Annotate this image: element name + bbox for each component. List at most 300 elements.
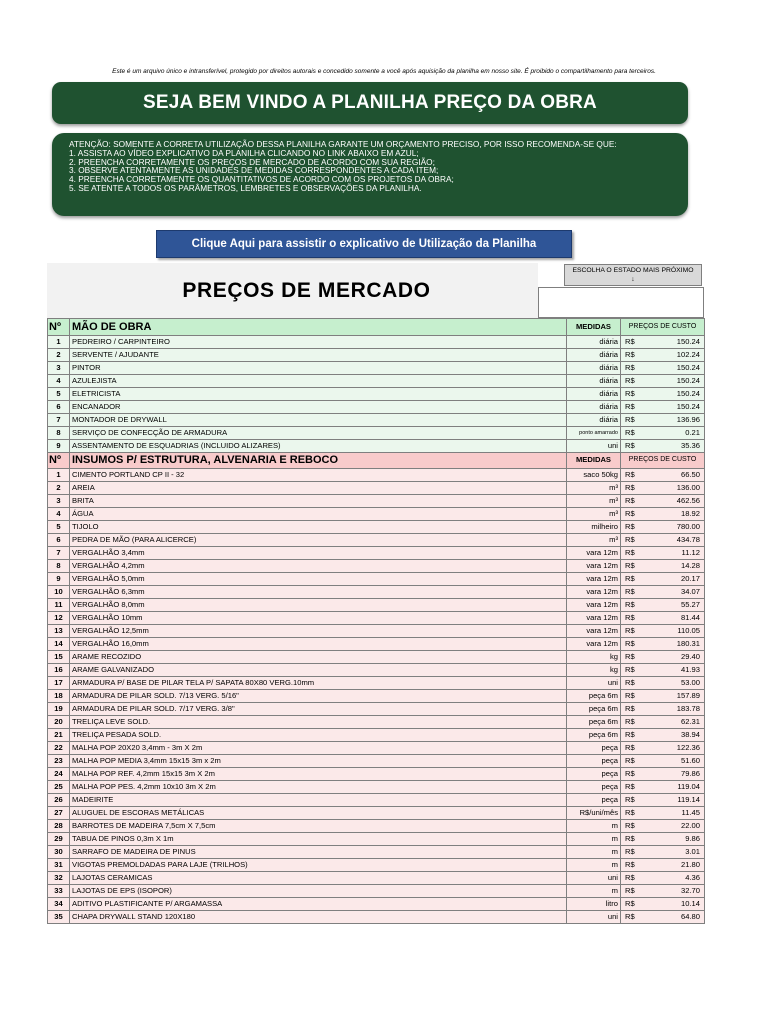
item-description: VERGALHÃO 10mm <box>70 612 567 625</box>
item-price-cell[interactable] <box>621 833 705 846</box>
item-description: TRELIÇA PESADA SOLD. <box>70 729 567 742</box>
item-price-cell[interactable] <box>621 482 705 495</box>
tutorial-video-link-button[interactable]: Clique Aqui para assistir o explicativo de Utilização da Planilha <box>156 230 572 258</box>
item-description: TABUA DE PINOS 0,3m X 1m <box>70 833 567 846</box>
table-row <box>48 547 705 560</box>
price-value: 22.00 <box>680 821 700 830</box>
currency-symbol: R$ <box>625 574 635 583</box>
page-title: PREÇOS DE MERCADO <box>182 278 431 302</box>
currency-symbol: R$ <box>625 639 635 648</box>
notice-line: 1. ASSISTA AO VÍDEO EXPLICATIVO DA PLANILHA CLICANDO NO LINK ABAIXO EM AZUL; <box>69 147 419 158</box>
item-unit: kg <box>567 651 621 664</box>
price-value: 3.01 <box>685 847 700 856</box>
price-column-header: PREÇOS DE CUSTO <box>621 452 705 469</box>
price-value: 150.24 <box>676 362 700 372</box>
section-number-header: Nº <box>48 452 70 469</box>
item-number: 34 <box>48 898 70 911</box>
item-description: SERVIÇO DE CONFECÇÃO DE ARMADURA <box>70 426 567 439</box>
item-number: 9 <box>48 573 70 586</box>
item-unit: milheiro <box>567 521 621 534</box>
table-row <box>48 612 705 625</box>
table-row <box>48 413 705 426</box>
section-title: MÃO DE OBRA <box>70 319 567 336</box>
item-price-cell[interactable] <box>621 534 705 547</box>
item-price-cell[interactable] <box>621 703 705 716</box>
notice-line: 4. PREENCHA CORRETAMENTE OS QUANTITATIVOS DE ACORDO COM OS PROJETOS DA OBRA; <box>69 174 454 185</box>
item-number: 3 <box>48 361 70 374</box>
table-row <box>48 439 705 452</box>
item-unit: diária <box>567 361 621 374</box>
table-row <box>48 794 705 807</box>
item-number: 8 <box>48 426 70 439</box>
item-description: VERGALHÃO 8,0mm <box>70 599 567 612</box>
item-unit: m³ <box>567 534 621 547</box>
table-row <box>48 469 705 482</box>
item-unit: m³ <box>567 482 621 495</box>
price-table <box>47 318 705 924</box>
table-row <box>48 482 705 495</box>
currency-symbol: R$ <box>625 691 635 700</box>
item-description: PEDRA DE MÃO (PARA ALICERCE) <box>70 534 567 547</box>
item-unit: diária <box>567 374 621 387</box>
item-number: 3 <box>48 495 70 508</box>
price-value: 119.04 <box>677 782 700 791</box>
item-description: MALHA POP 20X20 3,4mm - 3m X 2m <box>70 742 567 755</box>
item-description: CHAPA DRYWALL STAND 120X180 <box>70 911 567 924</box>
price-value: 4.36 <box>685 873 700 882</box>
currency-symbol: R$ <box>625 401 635 411</box>
currency-symbol: R$ <box>625 375 635 385</box>
table-row <box>48 387 705 400</box>
price-value: 32.70 <box>680 886 700 895</box>
currency-symbol: R$ <box>625 769 635 778</box>
measures-column-header: MEDIDAS <box>567 452 621 469</box>
item-description: VERGALHÃO 16,0mm <box>70 638 567 651</box>
item-unit: vara 12m <box>567 612 621 625</box>
item-number: 25 <box>48 781 70 794</box>
currency-symbol: R$ <box>625 613 635 622</box>
item-price-cell[interactable] <box>621 820 705 833</box>
price-value: 150.24 <box>676 336 700 346</box>
item-unit: kg <box>567 664 621 677</box>
table-row <box>48 742 705 755</box>
item-price-cell[interactable] <box>621 508 705 521</box>
item-description: PINTOR <box>70 361 567 374</box>
item-unit: diária <box>567 335 621 348</box>
item-price-cell[interactable] <box>621 664 705 677</box>
item-unit: vara 12m <box>567 638 621 651</box>
item-price-cell[interactable] <box>621 469 705 482</box>
table-row <box>48 898 705 911</box>
item-price-cell[interactable] <box>621 400 705 413</box>
currency-symbol: R$ <box>625 912 635 921</box>
price-value: 21.80 <box>680 860 700 869</box>
currency-symbol: R$ <box>625 808 635 817</box>
item-number: 23 <box>48 755 70 768</box>
item-price-cell[interactable] <box>621 599 705 612</box>
price-column-header: PREÇOS DE CUSTO <box>621 319 705 336</box>
currency-symbol: R$ <box>625 652 635 661</box>
price-value: 53.00 <box>680 678 700 687</box>
price-value: 136.00 <box>676 483 700 492</box>
price-value: 150.24 <box>676 388 700 398</box>
table-row <box>48 426 705 439</box>
item-number: 28 <box>48 820 70 833</box>
currency-symbol: R$ <box>625 743 635 752</box>
item-unit: diária <box>567 413 621 426</box>
item-price-cell[interactable] <box>621 361 705 374</box>
item-price-cell[interactable] <box>621 781 705 794</box>
table-row <box>48 690 705 703</box>
item-unit: vara 12m <box>567 573 621 586</box>
item-price-cell[interactable] <box>621 439 705 452</box>
item-description: VERGALHÃO 5,0mm <box>70 573 567 586</box>
price-value: 180.31 <box>676 639 700 648</box>
item-description: PEDREIRO / CARPINTEIRO <box>70 335 567 348</box>
state-select-cell[interactable] <box>538 287 704 318</box>
item-description: VERGALHÃO 12,5mm <box>70 625 567 638</box>
item-number: 29 <box>48 833 70 846</box>
table-row <box>48 534 705 547</box>
item-number: 7 <box>48 413 70 426</box>
item-price-cell[interactable] <box>621 755 705 768</box>
item-number: 26 <box>48 794 70 807</box>
item-description: MONTADOR DE DRYWALL <box>70 413 567 426</box>
item-number: 16 <box>48 664 70 677</box>
item-price-cell[interactable] <box>621 716 705 729</box>
price-value: 150.24 <box>676 375 700 385</box>
price-value: 11.45 <box>681 808 700 817</box>
table-row <box>48 859 705 872</box>
item-unit: peça 6m <box>567 716 621 729</box>
currency-symbol: R$ <box>625 496 635 505</box>
currency-symbol: R$ <box>625 756 635 765</box>
item-number: 6 <box>48 534 70 547</box>
price-value: 62.31 <box>680 717 700 726</box>
notice-line: 2. PREENCHA CORRETAMENTE OS PREÇOS DE MERCADO DE ACORDO COM SUA REGIÃO; <box>69 156 435 167</box>
table-row <box>48 495 705 508</box>
item-description: VERGALHÃO 4,2mm <box>70 560 567 573</box>
item-price-cell[interactable] <box>621 374 705 387</box>
item-unit: diária <box>567 348 621 361</box>
item-number: 1 <box>48 469 70 482</box>
item-number: 24 <box>48 768 70 781</box>
item-description: SERVENTE / AJUDANTE <box>70 348 567 361</box>
table-row <box>48 651 705 664</box>
item-price-cell[interactable] <box>621 586 705 599</box>
price-value: 18.92 <box>680 509 700 518</box>
table-row <box>48 573 705 586</box>
price-value: 64.80 <box>680 912 700 921</box>
notice-line: ATENÇÃO: SOMENTE A CORRETA UTILIZAÇÃO DESSA PLANILHA GARANTE UM ORÇAMENTO PRECISO, POR ISSO RECOMENDA-SE QUE: <box>69 139 617 149</box>
price-value: 150.24 <box>676 401 700 411</box>
item-number: 14 <box>48 638 70 651</box>
price-value: 9.86 <box>685 834 700 843</box>
item-unit: peça <box>567 742 621 755</box>
item-unit: vara 12m <box>567 560 621 573</box>
item-price-cell[interactable] <box>621 638 705 651</box>
item-unit: diária <box>567 387 621 400</box>
table-row <box>48 599 705 612</box>
state-selector-label-text: ESCOLHA O ESTADO MAIS PRÓXIMO <box>572 267 694 274</box>
currency-symbol: R$ <box>625 717 635 726</box>
currency-symbol: R$ <box>625 440 635 450</box>
price-value: 29.40 <box>680 652 700 661</box>
price-value: 81.44 <box>680 613 700 622</box>
price-value: 157.89 <box>676 691 700 700</box>
price-value: 183.78 <box>676 704 700 713</box>
item-price-cell[interactable] <box>621 560 705 573</box>
price-value: 66.50 <box>680 470 700 479</box>
item-description: SARRAFO DE MADEIRA DE PINUS <box>70 846 567 859</box>
item-description: LAJOTAS DE EPS (ISOPOR) <box>70 885 567 898</box>
item-unit: saco 50kg <box>567 469 621 482</box>
item-price-cell[interactable] <box>621 495 705 508</box>
item-number: 11 <box>48 599 70 612</box>
item-price-cell[interactable] <box>621 573 705 586</box>
item-price-cell[interactable] <box>621 387 705 400</box>
item-number: 4 <box>48 508 70 521</box>
item-price-cell[interactable] <box>621 742 705 755</box>
currency-symbol: R$ <box>625 860 635 869</box>
item-number: 2 <box>48 482 70 495</box>
currency-symbol: R$ <box>625 665 635 674</box>
currency-symbol: R$ <box>625 362 635 372</box>
item-description: AREIA <box>70 482 567 495</box>
section-header-row <box>48 319 705 336</box>
currency-symbol: R$ <box>625 336 635 346</box>
item-unit: m³ <box>567 495 621 508</box>
item-description: ADITIVO PLASTIFICANTE P/ ARGAMASSA <box>70 898 567 911</box>
item-price-cell[interactable] <box>621 547 705 560</box>
table-row <box>48 664 705 677</box>
price-value: 11.12 <box>681 548 700 557</box>
item-number: 17 <box>48 677 70 690</box>
table-row <box>48 508 705 521</box>
item-price-cell[interactable] <box>621 859 705 872</box>
item-price-cell[interactable] <box>621 348 705 361</box>
copyright-disclaimer: Este é um arquivo único e intransferível, protegido por direitos autorais e concedido somente a você após aquisição da planilha em nosso site. É proibido o compartilhamento para terceiros. <box>112 68 656 75</box>
table-row <box>48 820 705 833</box>
price-value: 462.56 <box>676 496 700 505</box>
currency-symbol: R$ <box>625 873 635 882</box>
item-description: ARMADURA DE PILAR SOLD. 7/17 VERG. 3/8" <box>70 703 567 716</box>
item-unit: peça <box>567 781 621 794</box>
item-price-cell[interactable] <box>621 521 705 534</box>
currency-symbol: R$ <box>625 427 635 437</box>
item-price-cell[interactable] <box>621 690 705 703</box>
section-title: INSUMOS P/ ESTRUTURA, ALVENARIA E REBOCO <box>70 452 567 469</box>
item-price-cell[interactable] <box>621 426 705 439</box>
item-number: 20 <box>48 716 70 729</box>
item-number: 9 <box>48 439 70 452</box>
section-number-header: Nº <box>48 319 70 336</box>
price-value: 51.60 <box>680 756 700 765</box>
table-row <box>48 846 705 859</box>
table-row <box>48 348 705 361</box>
item-number: 12 <box>48 612 70 625</box>
item-description: ÁGUA <box>70 508 567 521</box>
item-number: 2 <box>48 348 70 361</box>
item-number: 31 <box>48 859 70 872</box>
currency-symbol: R$ <box>625 886 635 895</box>
currency-symbol: R$ <box>625 730 635 739</box>
table-row <box>48 521 705 534</box>
item-number: 5 <box>48 521 70 534</box>
item-number: 35 <box>48 911 70 924</box>
item-number: 7 <box>48 547 70 560</box>
item-number: 32 <box>48 872 70 885</box>
item-unit: vara 12m <box>567 599 621 612</box>
item-description: MALHA POP PES. 4,2mm 10x10 3m X 2m <box>70 781 567 794</box>
item-description: LAJOTAS CERAMICAS <box>70 872 567 885</box>
item-price-cell[interactable] <box>621 612 705 625</box>
table-row <box>48 335 705 348</box>
item-unit: uni <box>567 677 621 690</box>
table-row <box>48 768 705 781</box>
item-unit: uni <box>567 911 621 924</box>
notice-line: 3. OBSERVE ATENTAMENTE AS UNIDADES DE MEDIDAS CORRESPONDENTES A CADA ITEM; <box>69 165 439 176</box>
table-row <box>48 911 705 924</box>
item-unit: R$/uni/mês <box>567 807 621 820</box>
item-unit: peça 6m <box>567 729 621 742</box>
item-description: TRELIÇA LEVE SOLD. <box>70 716 567 729</box>
item-number: 8 <box>48 560 70 573</box>
price-table-body <box>48 319 705 924</box>
currency-symbol: R$ <box>625 899 635 908</box>
item-number: 22 <box>48 742 70 755</box>
item-description: MALHA POP REF. 4,2mm 15x15 3m X 2m <box>70 768 567 781</box>
item-description: MADEIRITE <box>70 794 567 807</box>
item-unit: vara 12m <box>567 547 621 560</box>
item-description: ENCANADOR <box>70 400 567 413</box>
arrow-down-icon: ↓ <box>631 276 635 283</box>
table-row <box>48 872 705 885</box>
item-price-cell[interactable] <box>621 651 705 664</box>
price-value: 0.21 <box>685 427 700 437</box>
item-price-cell[interactable] <box>621 677 705 690</box>
table-row <box>48 560 705 573</box>
item-description: ARAME RECOZIDO <box>70 651 567 664</box>
item-price-cell[interactable] <box>621 413 705 426</box>
table-row <box>48 716 705 729</box>
item-unit: peça <box>567 794 621 807</box>
table-row <box>48 703 705 716</box>
currency-symbol: R$ <box>625 782 635 791</box>
table-row <box>48 755 705 768</box>
currency-symbol: R$ <box>625 561 635 570</box>
item-number: 18 <box>48 690 70 703</box>
item-description: MALHA POP MEDIA 3,4mm 15x15 3m x 2m <box>70 755 567 768</box>
item-price-cell[interactable] <box>621 794 705 807</box>
item-description: BARROTES DE MADEIRA 7,5cm X 7,5cm <box>70 820 567 833</box>
currency-symbol: R$ <box>625 414 635 424</box>
item-price-cell[interactable] <box>621 625 705 638</box>
table-row <box>48 586 705 599</box>
price-value: 434.78 <box>676 535 700 544</box>
currency-symbol: R$ <box>625 678 635 687</box>
item-price-cell[interactable] <box>621 335 705 348</box>
item-unit: m <box>567 885 621 898</box>
item-description: VERGALHÃO 6,3mm <box>70 586 567 599</box>
item-number: 10 <box>48 586 70 599</box>
item-unit: litro <box>567 898 621 911</box>
section-header-row <box>48 452 705 469</box>
price-value: 110.05 <box>677 626 700 635</box>
price-value: 35.36 <box>680 440 700 450</box>
currency-symbol: R$ <box>625 509 635 518</box>
measures-column-header: MEDIDAS <box>567 319 621 336</box>
table-row <box>48 625 705 638</box>
item-unit: vara 12m <box>567 586 621 599</box>
currency-symbol: R$ <box>625 821 635 830</box>
currency-symbol: R$ <box>625 600 635 609</box>
price-value: 41.93 <box>680 665 700 674</box>
item-price-cell[interactable] <box>621 898 705 911</box>
item-number: 13 <box>48 625 70 638</box>
price-value: 79.86 <box>680 769 700 778</box>
item-unit: ponto amarrado <box>567 426 621 439</box>
item-description: ASSENTAMENTO DE ESQUADRIAS (INCLUIDO ALIZARES) <box>70 439 567 452</box>
item-description: TIJOLO <box>70 521 567 534</box>
item-price-cell[interactable] <box>621 872 705 885</box>
item-unit: peça <box>567 755 621 768</box>
item-unit: peça 6m <box>567 690 621 703</box>
item-number: 30 <box>48 846 70 859</box>
price-value: 10.14 <box>680 899 700 908</box>
price-value: 102.24 <box>676 349 700 359</box>
welcome-banner <box>52 82 688 124</box>
item-price-cell[interactable] <box>621 846 705 859</box>
item-price-cell[interactable] <box>621 885 705 898</box>
item-unit: m <box>567 833 621 846</box>
item-unit: peça 6m <box>567 703 621 716</box>
item-description: VIGOTAS PREMOLDADAS PARA LAJE (TRILHOS) <box>70 859 567 872</box>
item-description: BRITA <box>70 495 567 508</box>
table-row <box>48 729 705 742</box>
item-price-cell[interactable] <box>621 807 705 820</box>
item-unit: m <box>567 820 621 833</box>
table-row <box>48 374 705 387</box>
item-price-cell[interactable] <box>621 911 705 924</box>
item-unit: m <box>567 859 621 872</box>
table-row <box>48 807 705 820</box>
table-row <box>48 400 705 413</box>
item-number: 27 <box>48 807 70 820</box>
item-unit: peça <box>567 768 621 781</box>
item-description: ARAME GALVANIZADO <box>70 664 567 677</box>
currency-symbol: R$ <box>625 847 635 856</box>
currency-symbol: R$ <box>625 535 635 544</box>
item-description: CIMENTO PORTLAND CP II - 32 <box>70 469 567 482</box>
item-price-cell[interactable] <box>621 729 705 742</box>
currency-symbol: R$ <box>625 522 635 531</box>
table-row <box>48 833 705 846</box>
currency-symbol: R$ <box>625 470 635 479</box>
item-unit: uni <box>567 439 621 452</box>
item-unit: uni <box>567 872 621 885</box>
item-price-cell[interactable] <box>621 768 705 781</box>
item-number: 21 <box>48 729 70 742</box>
notice-line: 5. SE ATENTE A TODOS OS PARÂMETROS, LEMBRETES E OBSERVAÇÕES DA PLANILHA. <box>69 182 422 193</box>
item-number: 6 <box>48 400 70 413</box>
item-number: 5 <box>48 387 70 400</box>
item-unit: m³ <box>567 508 621 521</box>
item-description: AZULEJISTA <box>70 374 567 387</box>
item-description: ARMADURA P/ BASE DE PILAR TELA P/ SAPATA 80X80 VERG.10mm <box>70 677 567 690</box>
item-number: 15 <box>48 651 70 664</box>
currency-symbol: R$ <box>625 388 635 398</box>
